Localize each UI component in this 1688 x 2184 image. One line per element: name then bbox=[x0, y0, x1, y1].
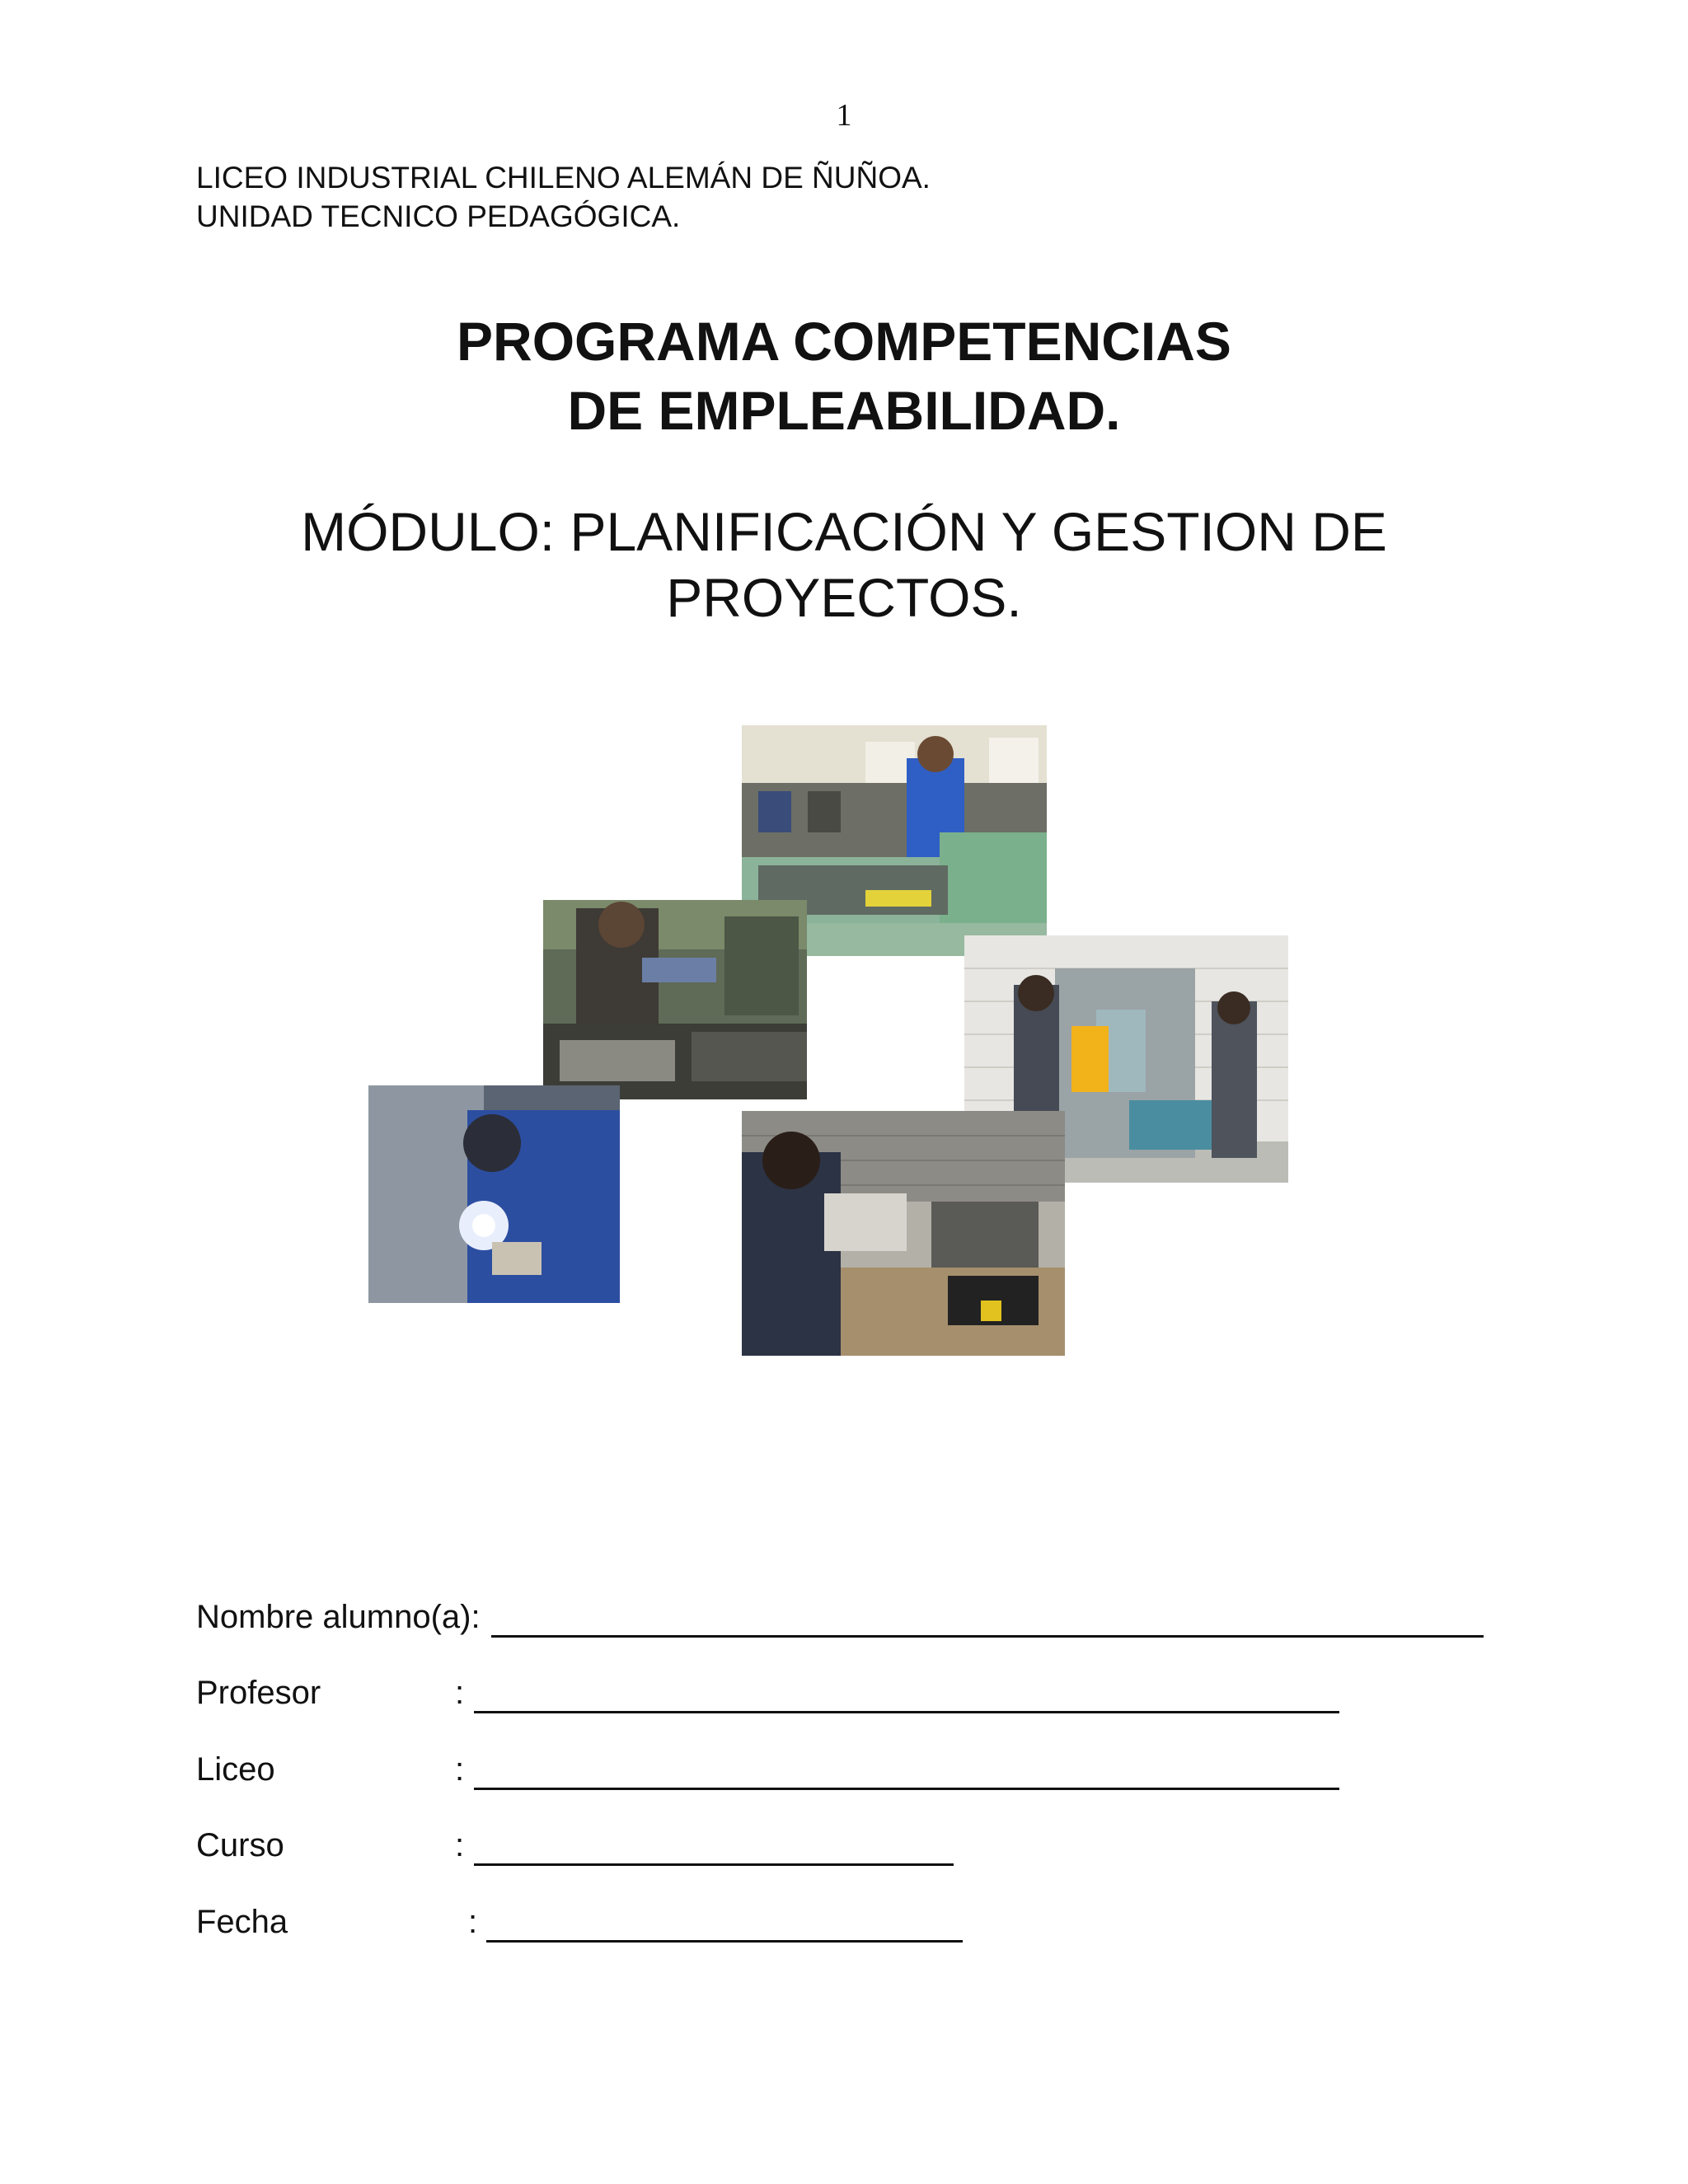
teacher-label: Profesor bbox=[196, 1675, 321, 1711]
program-title-line1: PROGRAMA COMPETENCIAS bbox=[457, 311, 1231, 372]
module-title-line1: MÓDULO: PLANIFICACIÓN Y GESTION DE bbox=[301, 501, 1387, 562]
page-number: 1 bbox=[836, 98, 852, 133]
teacher-field[interactable] bbox=[474, 1711, 1339, 1713]
document-header bbox=[196, 158, 931, 236]
school-name: LICEO INDUSTRIAL CHILENO ALEMÁN DE ÑUÑOA. bbox=[196, 161, 931, 194]
program-title-line2: DE EMPLEABILIDAD. bbox=[567, 380, 1121, 441]
school-field[interactable] bbox=[474, 1788, 1339, 1790]
student-name-field[interactable] bbox=[491, 1635, 1484, 1638]
photo-electronics-lab bbox=[742, 1111, 1065, 1356]
photo-welding bbox=[368, 1085, 620, 1303]
course-field[interactable] bbox=[474, 1863, 954, 1866]
student-name-label: Nombre alumno(a): bbox=[196, 1599, 481, 1635]
module-title bbox=[0, 499, 1688, 630]
course-label: Curso bbox=[196, 1827, 284, 1863]
teacher-colon: : bbox=[455, 1675, 465, 1711]
course-colon: : bbox=[455, 1827, 465, 1863]
school-colon: : bbox=[455, 1751, 465, 1788]
date-colon: : bbox=[468, 1904, 478, 1940]
date-field[interactable] bbox=[486, 1940, 963, 1943]
photo-workshop-tools bbox=[543, 900, 807, 1099]
department-name: UNIDAD TECNICO PEDAGÓGICA. bbox=[196, 199, 681, 233]
school-label: Liceo bbox=[196, 1751, 275, 1788]
module-title-line2: PROYECTOS. bbox=[666, 567, 1022, 628]
program-title bbox=[0, 307, 1688, 445]
date-label: Fecha bbox=[196, 1904, 288, 1940]
